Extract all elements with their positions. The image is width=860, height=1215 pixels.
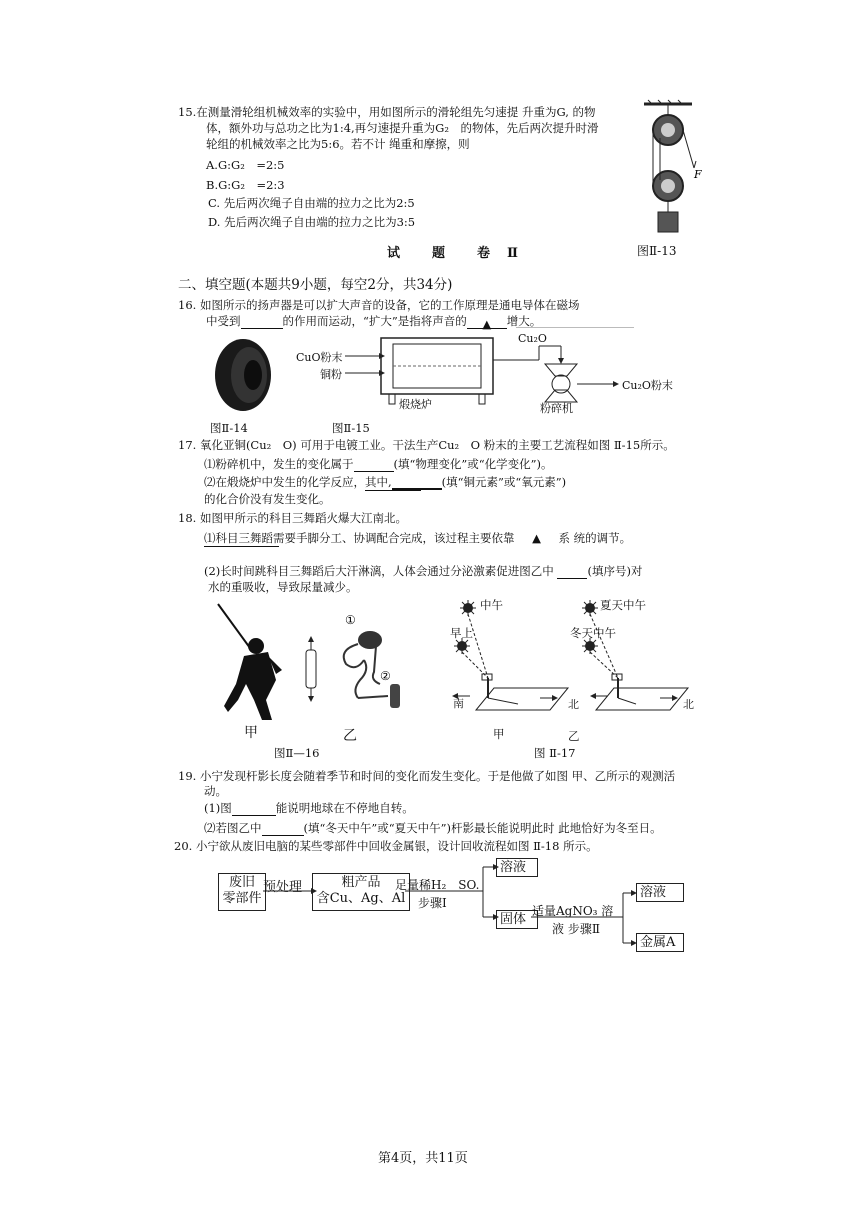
q19-line3 — [204, 800, 414, 816]
q19-text-d: (填“冬天中午”或“夏天中午”)杆影最长能说明此时 此地恰好为冬至日。 — [303, 821, 662, 835]
fig14-label: 图Ⅱ-14 — [210, 421, 248, 435]
q16-text-c: 增大。 — [506, 314, 542, 328]
q17-line2 — [204, 456, 553, 472]
solid-box: 固体 — [496, 910, 538, 929]
q18-line3 — [204, 563, 642, 579]
copper-powder-label: 铜粉 — [320, 368, 342, 381]
step1-label: 步骤Ⅰ — [418, 896, 447, 910]
q19-text-a: (1)图 — [204, 801, 232, 815]
acid-label: 足量稀H₂ SO. — [395, 878, 480, 892]
q17-blank-2[interactable] — [392, 476, 442, 490]
q15-line3: 轮组的机械效率之比为5:6。若不计 绳重和摩擦，则 — [206, 137, 470, 151]
metal-a-box: 金属A — [636, 933, 684, 952]
q15-option-d: D. 先后两次绳子自由端的拉力之比为3:5 — [208, 215, 416, 229]
speaker-figure — [205, 335, 275, 415]
fig17-label: 图 Ⅱ-17 — [534, 746, 576, 760]
fig13-label: 图Ⅱ-13 — [637, 244, 677, 258]
furnace-label: 煅烧炉 — [399, 398, 432, 411]
mark-2: ② — [380, 669, 391, 683]
summer-noon-label: 夏天中午 — [600, 598, 646, 612]
flow-arrows — [215, 855, 695, 960]
q19-text-b: 能说明地球在不停地自转。 — [275, 801, 414, 815]
q16-line1: 16. 如图所示的扬声器是可以扩大声音的设备，它的工作原理是通电导体在磁场 — [178, 298, 580, 312]
waste-text-1: 废旧 — [228, 875, 255, 890]
q15-option-a: A.G:G₂ =2:5 — [206, 158, 285, 172]
q15-option-c: C. 先后两次绳子自由端的拉力之比为2:5 — [208, 196, 415, 210]
q17-line4: 的化合价没有发生变化。 — [204, 492, 331, 506]
q16-line2 — [206, 313, 541, 329]
fig17-jia: 甲 — [493, 727, 505, 741]
pulley-figure — [630, 98, 710, 238]
q18-line1: 18. 如图甲所示的科目三舞蹈火爆大江南北。 — [178, 511, 407, 525]
q19-text-c: ⑵若图乙中 — [204, 821, 262, 835]
q18-text-b: 系 统的调节。 — [558, 531, 632, 545]
q17-text-d: (填“铜元素”或“氧元素”) — [441, 475, 567, 489]
cu2o-powder-label: Cu₂O粉末 — [622, 379, 673, 392]
solution-box-2: 溶液 — [636, 883, 684, 902]
q19-blank-1[interactable] — [232, 803, 276, 816]
crude-text-1: 粗产品 — [341, 875, 381, 890]
q17-text-c: ⑵在煅烧炉中发生的化学反应，其中, — [204, 475, 392, 489]
q15-line1: 15.在测量滑轮组机械效率的实验中，用如图所示的滑轮组先匀速提 升重为G, 的物 — [178, 105, 596, 119]
q19-line4 — [204, 820, 662, 836]
north-label-1: 北 — [568, 698, 579, 711]
triangle-marker: ▲ — [482, 317, 492, 331]
q18-text-d: (填序号)对 — [587, 564, 643, 578]
triangle-marker: ▲ — [532, 531, 541, 545]
solution-box-1: 溶液 — [496, 858, 538, 877]
agno3-label: 适量AgNO₃ 溶 — [532, 904, 614, 918]
divider — [516, 327, 634, 328]
waste-text-2: 零部件 — [222, 891, 262, 906]
part2-title: 二、填空题(本题共9小题，每空2分，共34分) — [178, 277, 453, 293]
pretreat-label: 预处理 — [263, 880, 303, 895]
crude-text-2: 含Cu、Ag、Al — [316, 891, 406, 906]
winter-noon-label: 冬天中午 — [570, 626, 616, 640]
q15-line2: 体，额外功与总功之比为1:4,再匀速提升重为G₂ 的物体，先后两次提升时滑 — [206, 121, 599, 135]
fig16-jia: 甲 — [244, 725, 258, 741]
underline-mark — [365, 490, 421, 491]
cu2o-label: Cu₂O — [518, 332, 547, 345]
q18-text-c: (2)长时间跳科目三舞蹈后大汗淋漓，人体会通过分泌激素促进图乙中 — [204, 564, 558, 578]
north-label-2: 北 — [683, 698, 694, 711]
q20-line1: 20. 小宁欲从废旧电脑的某些零部件中回收金属银，设计回收流程如图 Ⅱ-18 所示。 — [174, 839, 598, 853]
noon-label: 中午 — [480, 598, 503, 612]
q19-line2: 动。 — [204, 784, 227, 798]
q17-text-a: ⑴粉碎机中，发生的变化属于 — [204, 457, 354, 471]
q16-text-b: 的作用而运动，“扩大”是指将声音的 — [282, 314, 467, 328]
underline-mark-2 — [204, 546, 279, 547]
q17-blank-1[interactable] — [354, 459, 394, 472]
fig17-yi: 乙 — [568, 729, 580, 743]
force-label: F — [694, 168, 702, 181]
fig16-yi: 乙 — [343, 728, 357, 744]
fig16-label: 图Ⅱ—16 — [274, 746, 320, 760]
q16-blank-1[interactable] — [241, 316, 283, 329]
q17-line1: 17. 氧化亚铜(Cu₂ O) 可用于电镀工业。干法生产Cu₂ O 粉末的主要工艺流程如图 Ⅱ-15所示。 — [178, 438, 675, 452]
q18-line4: 水的重吸收，导致尿量减少。 — [208, 580, 358, 594]
dancer-kidney-figure — [210, 600, 410, 725]
cuo-powder-label: CuO粉末 — [296, 351, 343, 364]
q18-line2 — [204, 530, 631, 546]
step2-label: 液 步骤Ⅱ — [552, 922, 600, 936]
q18-blank[interactable] — [557, 566, 587, 579]
sun-shadow-figure — [440, 592, 690, 727]
mark-1: ① — [345, 613, 356, 627]
q16-blank-2[interactable] — [467, 316, 507, 329]
q16-text-a: 中受到 — [206, 314, 241, 328]
morning-label: 早上 — [450, 626, 473, 640]
section-title: 试 题 卷 Ⅱ — [387, 246, 520, 261]
q17-line3 — [204, 474, 566, 490]
waste-parts-box — [218, 873, 266, 911]
q19-blank-2[interactable] — [262, 823, 304, 836]
fig15-label: 图Ⅱ-15 — [332, 421, 370, 435]
q18-text-a: ⑴科目三舞蹈需要手脚分工、协调配合完成，该过程主要依靠 — [204, 531, 515, 545]
q19-line1: 19. 小宁发现杆影长度会随着季节和时间的变化而发生变化。于是他做了如图 甲、乙所示的观测活 — [178, 769, 676, 783]
page-footer: 第4页，共11页 — [378, 1151, 468, 1166]
crusher-label: 粉碎机 — [540, 402, 573, 415]
q17-text-b: (填“物理变化”或“化学变化”)。 — [393, 457, 553, 471]
q15-option-b: B.G:G₂ =2:3 — [206, 178, 285, 192]
south-label-1: 南 — [453, 697, 464, 710]
